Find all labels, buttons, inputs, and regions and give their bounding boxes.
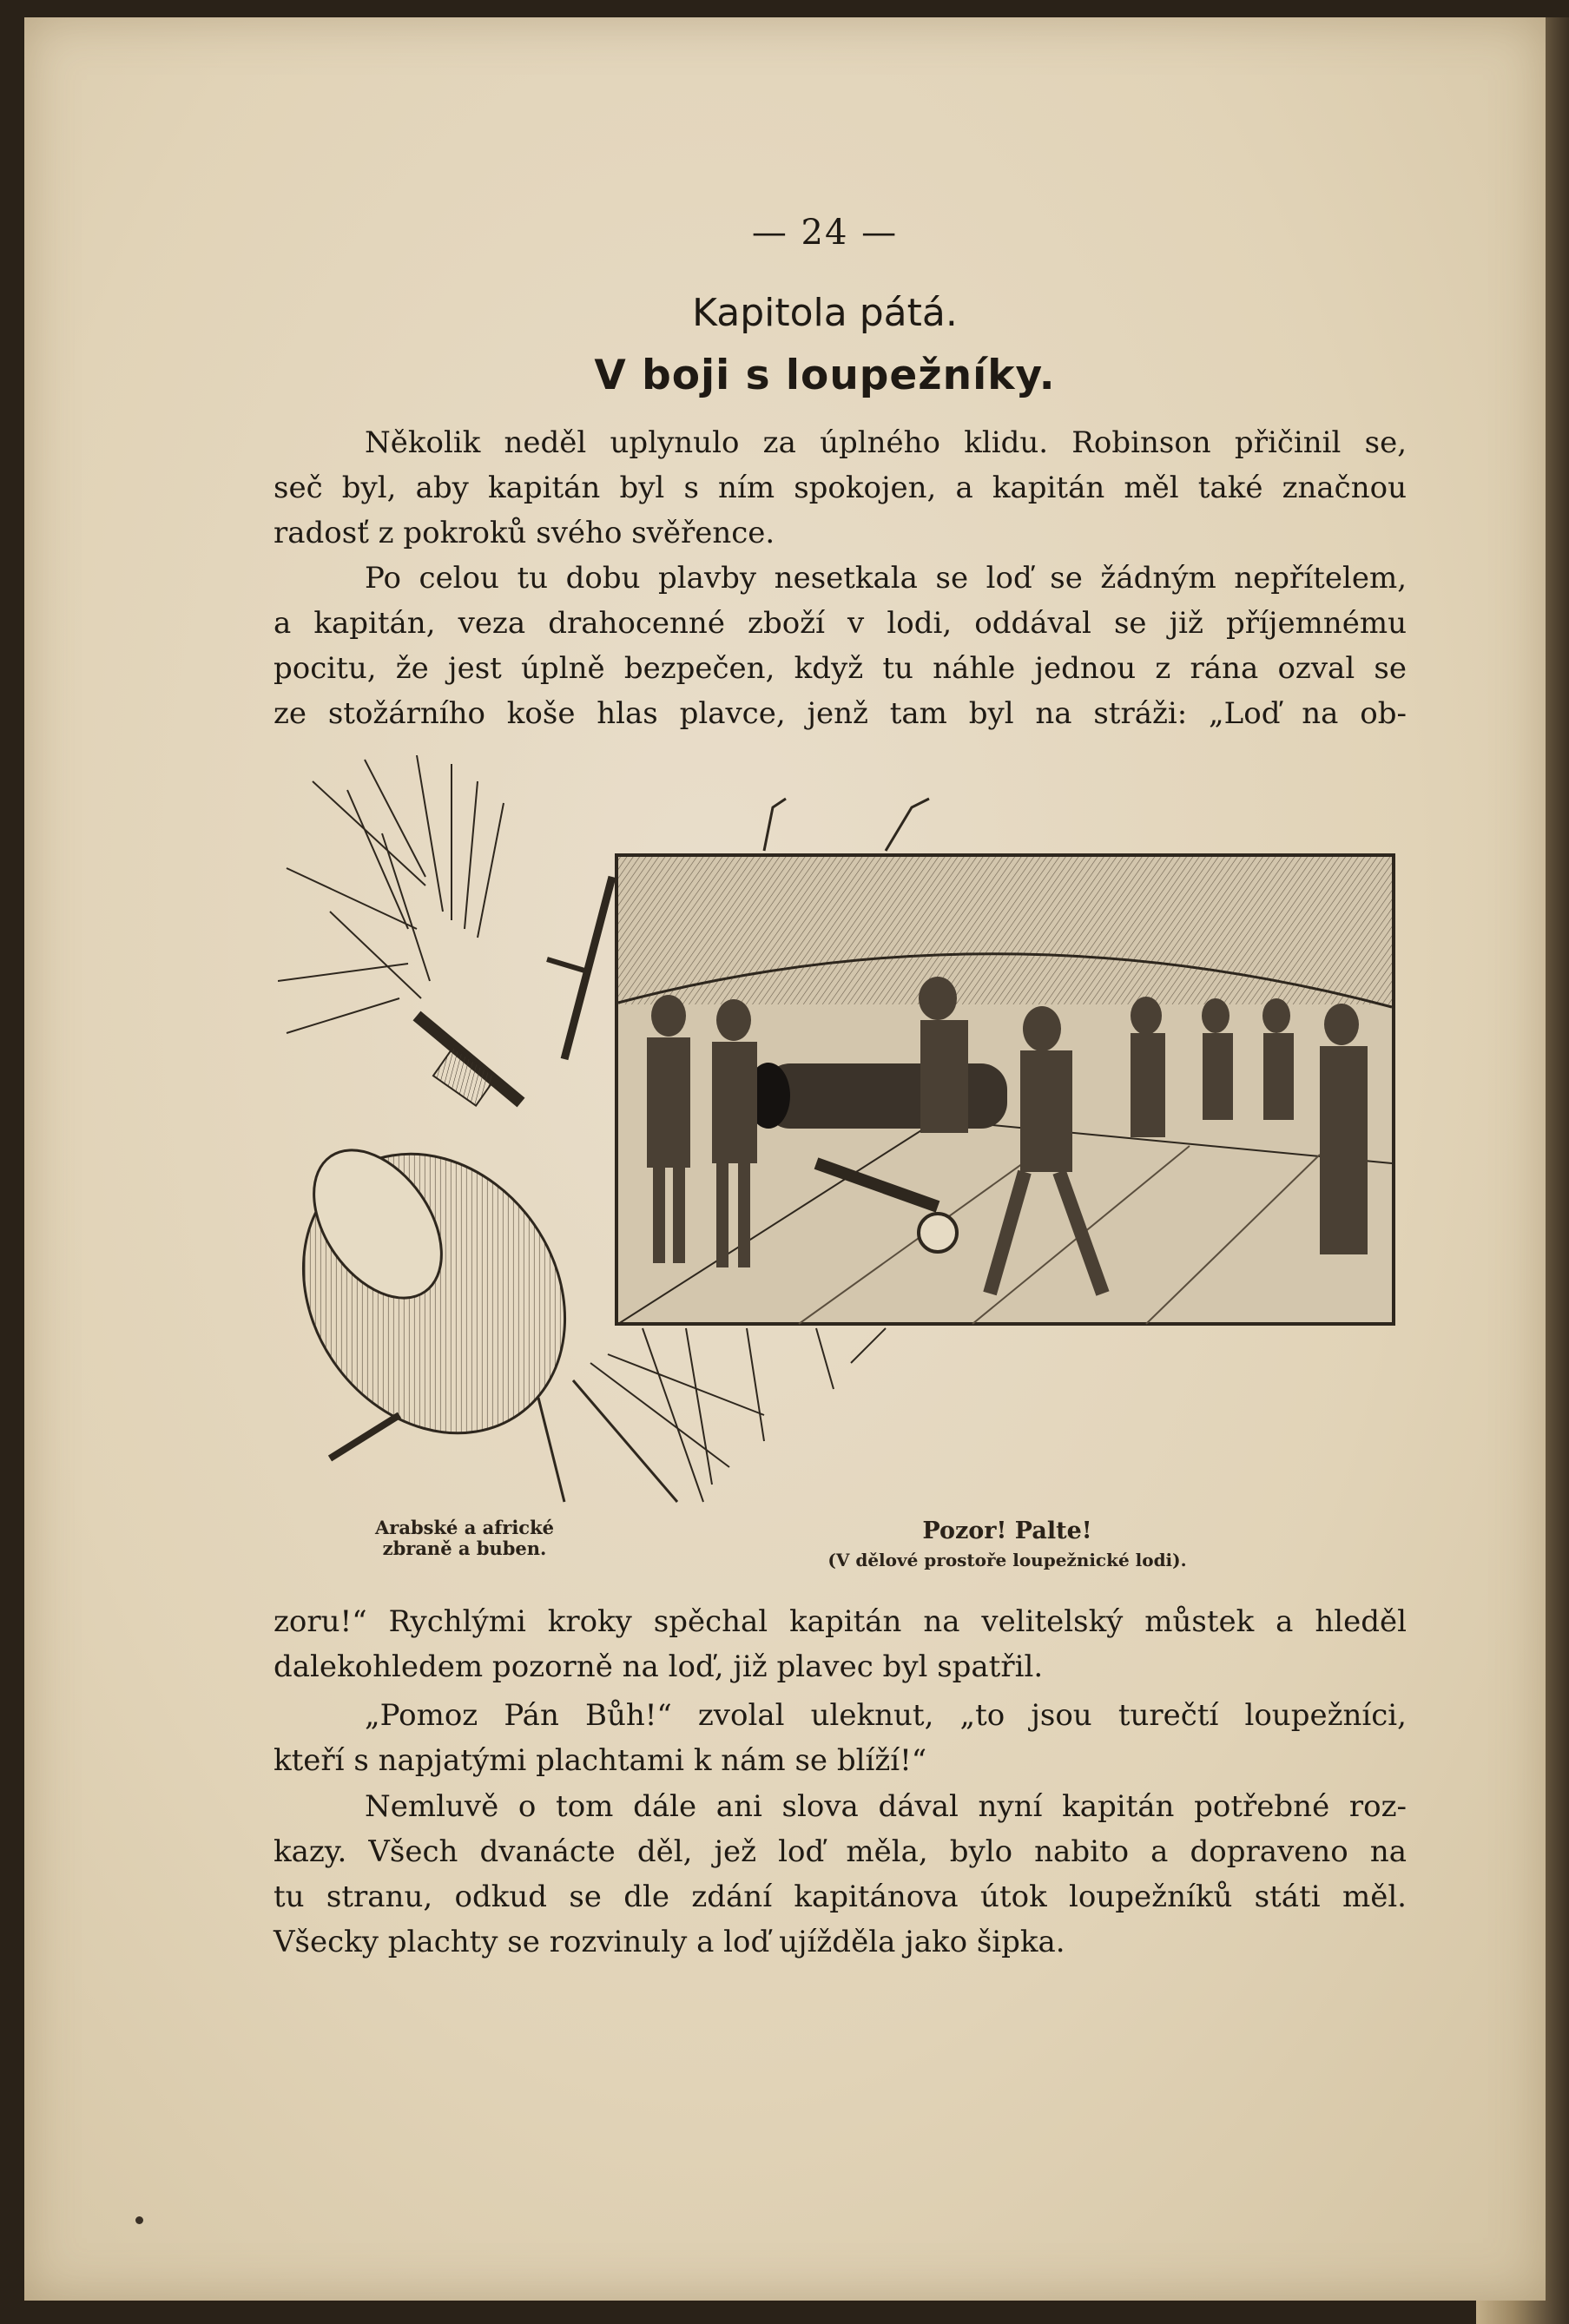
text-line: Všecky plachty se rozvinuly a loď ujížděla jako šipka. <box>274 1925 1065 1959</box>
paragraph-5 <box>274 1784 1407 1965</box>
engraving-illustration <box>278 755 1407 1519</box>
text-line: Nemluvě o tom dále ani slova dával nyní kapitán potřebné roz- <box>365 1789 1407 1824</box>
chapter-title: V boji s loupežníky. <box>594 352 1056 399</box>
dagger-icon <box>417 1016 521 1106</box>
text-line: ze stožárního koše hlas plavce, jenž tam byl na stráži: „Loď na ob- <box>274 696 1407 731</box>
text-line: zoru!“ Rychlými kroky spěchal kapitán na velitelský můstek a hleděl <box>274 1604 1407 1639</box>
paragraph-4 <box>274 1693 1407 1783</box>
text-line: radosť z pokroků svého svěřence. <box>274 516 775 550</box>
text-line: a kapitán, veza drahocenné zboží v lodi, oddával se již příjemnému <box>274 606 1407 641</box>
text-line: Po celou tu dobu plavby nesetkala se loď se žádným nepřítelem, <box>365 561 1407 596</box>
illustration-drawing <box>278 755 1407 1519</box>
text-line: pocitu, že jest úplně bezpečen, když tu náhle jednou z rána ozval se <box>274 651 1407 686</box>
text-line: seč byl, aby kapitán byl s ním spokojen, a kapitán měl také značnou <box>274 471 1407 505</box>
text-line: tu stranu, odkud se dle zdání kapitánova útok loupežníků státi měl. <box>274 1880 1407 1914</box>
text-line: „Pomoz Pán Bůh!“ zvolal uleknut, „to jsou turečtí loupežníci, <box>365 1698 1407 1733</box>
paragraph-1 <box>274 420 1407 556</box>
caption-left-line: zbraně a buben. <box>382 1537 547 1559</box>
caption-right-subtitle: (V dělové prostoře loupežnické lodi). <box>827 1550 1187 1570</box>
chapter-label: Kapitola pátá. <box>692 291 958 335</box>
text-line: dalekohledem pozorně na loď, již plavec byl spatřil. <box>274 1649 1044 1684</box>
text-line: Několik neděl uplynulo za úplného klidu. Robinson přičinil se, <box>365 425 1407 460</box>
gun-deck-scene <box>616 855 1394 1324</box>
sword-icon <box>547 877 612 1059</box>
caption-right-title: Pozor! Palte! <box>922 1518 1092 1544</box>
caption-left-line: Arabské a africké <box>375 1517 554 1538</box>
margin-mark <box>135 2216 143 2224</box>
text-line: kazy. Všech dvanácte děl, jež loď měla, bylo nabito a dopraveno na <box>274 1834 1407 1869</box>
page-number: — 24 — <box>751 213 899 253</box>
text-line: kteří s napjatými plachtami k nám se blíží!“ <box>274 1743 927 1778</box>
palm-fronds <box>278 755 504 1033</box>
paragraph-3 <box>274 1599 1407 1689</box>
paragraph-2 <box>274 556 1407 736</box>
caption-left <box>352 1518 577 1559</box>
